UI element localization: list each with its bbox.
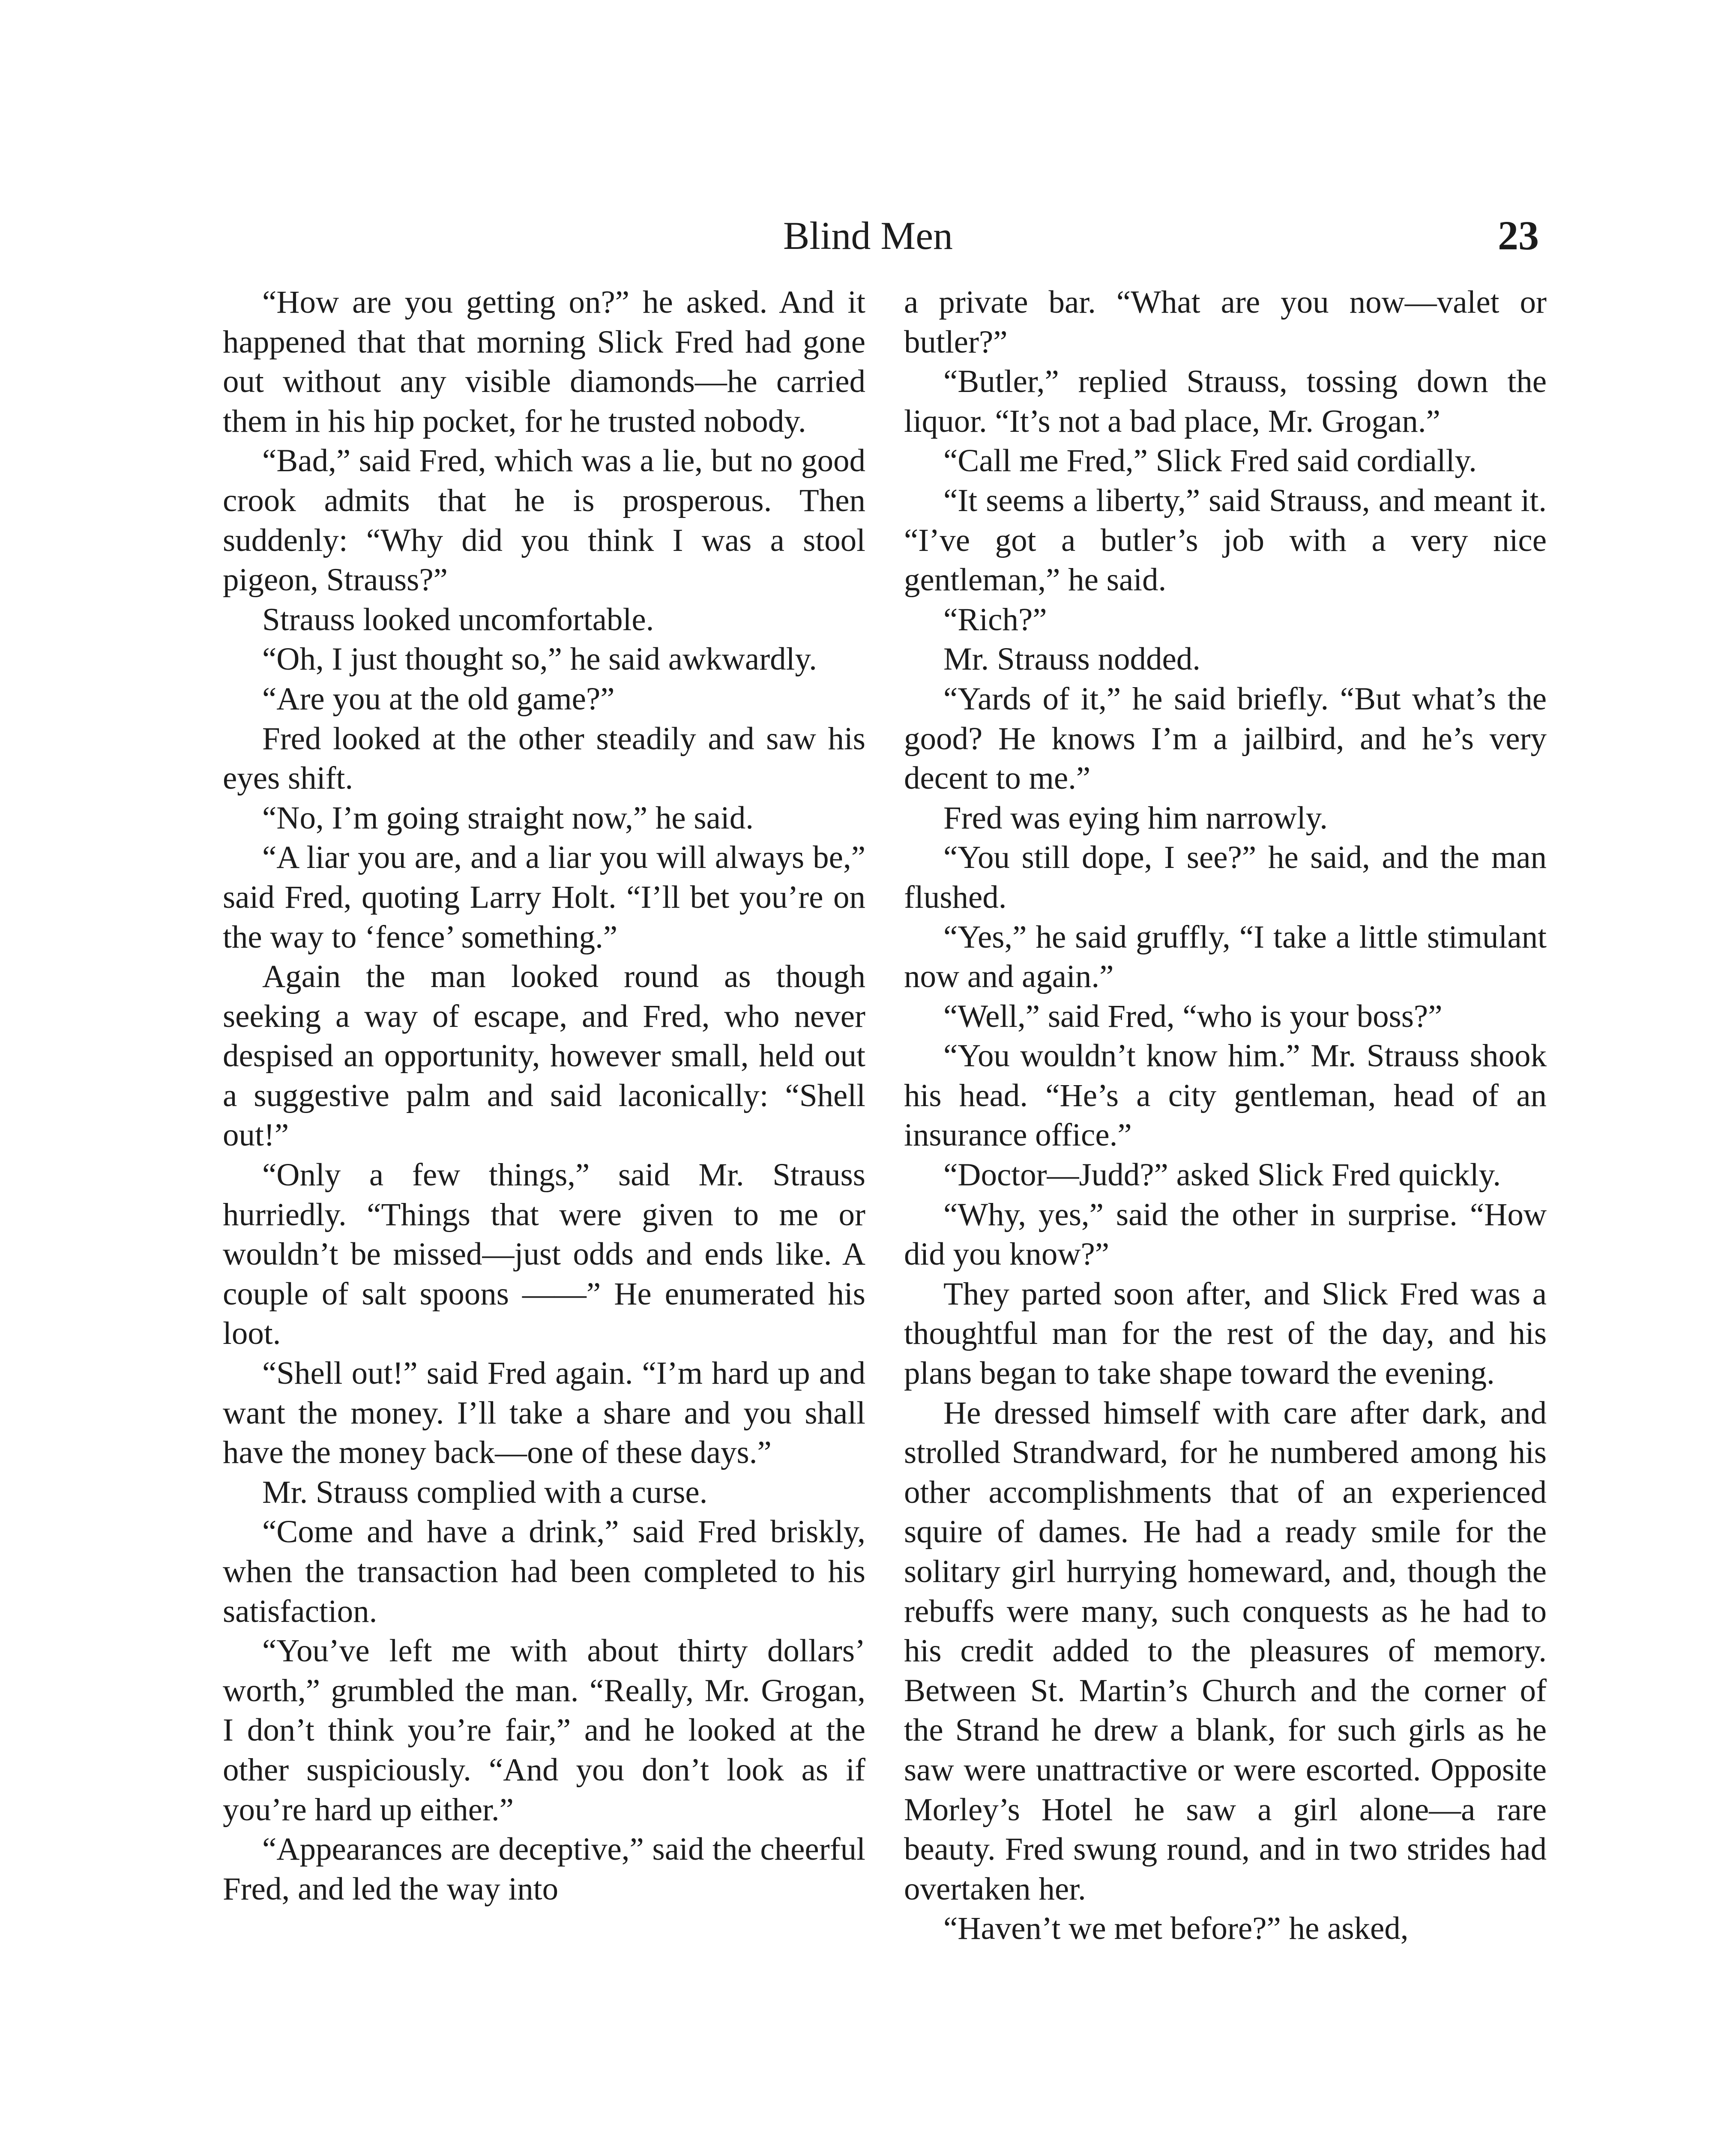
- paragraph: “You wouldn’t know him.” Mr. Strauss shook his head. “He’s a city gentleman, head of an insurance office.”: [904, 1038, 1547, 1153]
- paragraph: He dressed himself with care after dark, and strolled Strandward, for he numbered among his other accomplishments that of an experienced squire of dames. He had a ready smile for the solitary girl hurrying homeward, and, though the rebuffs were many, such conquests as he had to his credit added to the pleasures of memory. Between St. Martin’s Church and the corner of the Strand he drew a blank, for such girls as he saw were unattractive or were escorted. Opposite Morley’s Hotel he saw a girl alone—a rare beauty. Fred swung round, and in two strides had overtaken her.: [904, 1395, 1547, 1907]
- page-header: [0, 206, 1736, 266]
- paragraph: “Appearances are deceptive,” said the cheerful Fred, and led the way into: [223, 1831, 865, 1907]
- paragraph: “Haven’t we met before?” he asked,: [943, 1911, 1409, 1947]
- paragraph: Mr. Strauss nodded.: [943, 641, 1200, 677]
- paragraph: “Well,” said Fred, “who is your boss?”: [943, 998, 1443, 1034]
- paragraph: “Are you at the old game?”: [262, 681, 615, 717]
- paragraph: Fred was eying him narrowly.: [943, 800, 1328, 836]
- paragraph: “Yes,” he said gruffly, “I take a little stimulant now and again.”: [904, 919, 1547, 995]
- running-title: Blind Men: [783, 214, 953, 257]
- paragraph: “Why, yes,” said the other in surprise. “How did you know?”: [904, 1197, 1547, 1272]
- page-number: 23: [1498, 212, 1539, 258]
- paragraph: “Oh, I just thought so,” he said awkwardly.: [262, 641, 817, 677]
- paragraph: “A liar you are, and a liar you will always be,” said Fred, quoting Larry Holt. “I’ll bet you’re on the way to ‘fence’ something.”: [223, 840, 865, 955]
- paragraph: a private bar. “What are you now—valet or butler?”: [904, 284, 1547, 360]
- right-text-column: [904, 283, 1547, 2142]
- paragraph: “Rich?”: [943, 601, 1047, 637]
- paragraph: “No, I’m going straight now,” he said.: [262, 800, 754, 836]
- paragraph: “Doctor—Judd?” asked Slick Fred quickly.: [943, 1157, 1501, 1193]
- paragraph: Mr. Strauss complied with a curse.: [262, 1474, 708, 1510]
- paragraph: Strauss looked uncomfortable.: [262, 601, 654, 637]
- paragraph: “Yards of it,” he said briefly. “But what’s the good? He knows I’m a jailbird, and he’s very decent to me.”: [904, 681, 1547, 796]
- paragraph: “How are you getting on?” he asked. And it happened that that morning Slick Fred had gone out without any visible diamonds—he carried them in his hip pocket, for he trusted nobody.: [223, 284, 865, 439]
- left-text-column: [223, 283, 865, 2142]
- paragraph: “You still dope, I see?” he said, and the man flushed.: [904, 840, 1547, 915]
- paragraph: “Bad,” said Fred, which was a lie, but no good crook admits that he is prosperous. Then suddenly: “Why did you think I was a stool pigeon, Strauss?”: [223, 443, 865, 598]
- paragraph: “Call me Fred,” Slick Fred said cordially.: [943, 443, 1477, 479]
- paragraph: They parted soon after, and Slick Fred was a thoughtful man for the rest of the day, and his plans began to take shape toward the evening.: [904, 1276, 1547, 1391]
- paragraph: “It seems a liberty,” said Strauss, and meant it. “I’ve got a butler’s job with a very nice gentleman,” he said.: [904, 482, 1547, 598]
- paragraph: Again the man looked round as though seeking a way of escape, and Fred, who never despised an opportunity, however small, held out a suggestive palm and said laconically: “Shell out!”: [223, 959, 865, 1153]
- paragraph: “Only a few things,” said Mr. Strauss hurriedly. “Things that were given to me or wouldn’t be missed—just odds and ends like. A couple of salt spoons ——” He enumerated his loot.: [223, 1157, 865, 1352]
- paragraph: “Shell out!” said Fred again. “I’m hard up and want the money. I’ll take a share and you shall have the money back—one of these days.”: [223, 1355, 865, 1471]
- paragraph: “You’ve left me with about thirty dollars’ worth,” grumbled the man. “Really, Mr. Grogan, I don’t think you’re fair,” and he looked at the other suspiciously. “And you don’t look as if you’re hard up either.”: [223, 1633, 865, 1828]
- paragraph: Fred looked at the other steadily and saw his eyes shift.: [223, 721, 865, 796]
- paragraph: “Come and have a drink,” said Fred briskly, when the transaction had been completed to his satisfaction.: [223, 1514, 865, 1629]
- paragraph: “Butler,” replied Strauss, tossing down the liquor. “It’s not a bad place, Mr. Grogan.”: [904, 364, 1547, 439]
